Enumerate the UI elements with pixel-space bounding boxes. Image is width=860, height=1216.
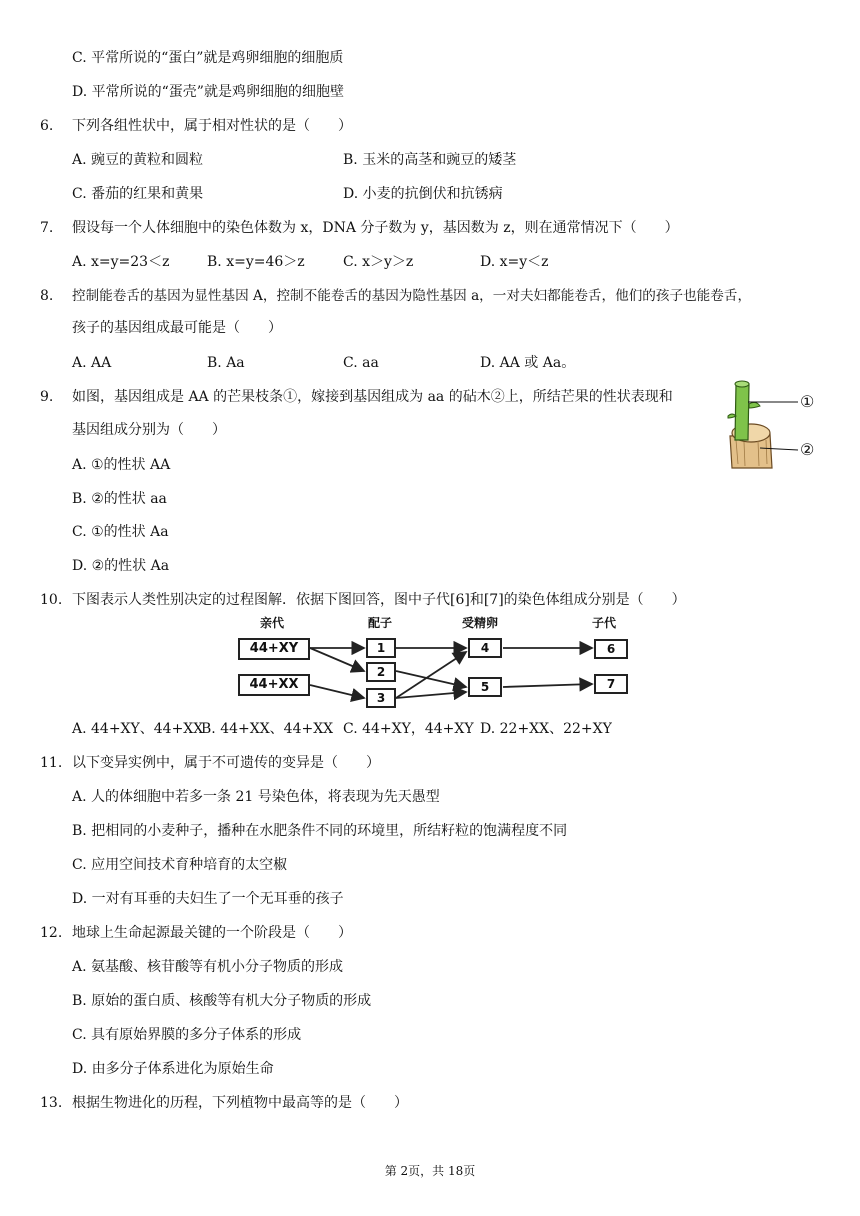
option-a: A. x=y=23＜z <box>72 254 170 270</box>
sex-determination-diagram <box>230 614 640 714</box>
question-number: 6. <box>40 118 54 134</box>
option-d: D. AA 或 Aa。 <box>480 355 576 371</box>
option-b: B. ②的性状 aa <box>72 491 167 507</box>
gamete-1: 1 <box>366 638 396 658</box>
gamete-2: 2 <box>366 662 396 682</box>
header-gamete: 配子 <box>368 616 393 630</box>
question-number: 7. <box>40 220 54 236</box>
header-parent: 亲代 <box>260 616 285 630</box>
question-stem-cont: 基因组成分别为（ ） <box>72 422 226 438</box>
option-b: B. 原始的蛋白质、核酸等有机大分子物质的形成 <box>72 993 372 1009</box>
option-d: D. 由多分子体系进化为原始生命 <box>72 1061 274 1077</box>
option-b: B. x=y=46＞z <box>207 254 305 270</box>
page-footer: 第 2页，共 18页 <box>384 1164 476 1178</box>
question-number: 10. <box>40 592 63 608</box>
question-stem-cont: 孩子的基因组成最可能是（ ） <box>72 320 282 336</box>
option-d: D. 22+XX、22+XY <box>480 721 612 737</box>
grafting-figure <box>722 378 826 470</box>
option-b: B. Aa <box>207 355 245 371</box>
option-b: B. 玉米的高茎和豌豆的矮茎 <box>343 152 517 168</box>
header-zygote: 受精卵 <box>462 616 499 630</box>
option-d: D. 一对有耳垂的夫妇生了一个无耳垂的孩子 <box>72 891 344 907</box>
parent-mother: 44+XX <box>238 674 310 696</box>
option-b: B. 把相同的小麦种子，播种在水肥条件不同的环境里，所结籽粒的饱满程度不同 <box>72 823 568 839</box>
gamete-3: 3 <box>366 688 396 708</box>
option-a: A. AA <box>72 355 112 371</box>
header-child: 子代 <box>592 616 617 630</box>
zygote-5: 5 <box>468 677 502 697</box>
parent-father: 44+XY <box>238 638 310 660</box>
question-stem: 地球上生命起源最关键的一个阶段是（ ） <box>72 925 352 941</box>
option-d: D. x=y＜z <box>480 254 549 270</box>
question-stem: 下图表示人类性别决定的过程图解．依据下图回答，图中子代[6]和[7]的染色体组成分别是（ ） <box>72 592 686 608</box>
option-b: B. 44+XX、44+XX <box>201 721 334 737</box>
question-number: 13. <box>40 1095 63 1111</box>
option-c: C. 应用空间技术育种培育的太空椒 <box>72 857 288 873</box>
zygote-4: 4 <box>468 638 502 658</box>
question-stem: 控制能卷舌的基因为显性基因 A，控制不能卷舌的基因为隐性基因 a，一对夫妇都能卷舌，他们的孩子也能卷舌， <box>72 288 752 304</box>
question-number: 12. <box>40 925 63 941</box>
option-c: C. 44+XY，44+XY <box>343 721 474 737</box>
option-c: C. 番茄的红果和黄果 <box>72 186 204 202</box>
question-stem: 假设每一个人体细胞中的染色体数为 x，DNA 分子数为 y，基因数为 z，则在通常情况下（ ） <box>72 220 679 236</box>
option-c: C. ①的性状 Aa <box>72 524 169 540</box>
option-a: A. ①的性状 AA <box>72 457 171 473</box>
option-c: C. 具有原始界膜的多分子体系的形成 <box>72 1027 302 1043</box>
question-number: 8. <box>40 288 54 304</box>
option-a: A. 44+XY、44+XX <box>72 721 204 737</box>
question-stem: 根据生物进化的历程，下列植物中最高等的是（ ） <box>72 1095 408 1111</box>
option-d: D. ②的性状 Aa <box>72 558 170 574</box>
option-c: C. x＞y＞z <box>343 254 414 270</box>
option-d: D. 平常所说的“蛋壳”就是鸡卵细胞的细胞壁 <box>72 84 344 100</box>
diagram-arrows <box>230 614 640 714</box>
option-a: A. 氨基酸、核苷酸等有机小分子物质的形成 <box>72 959 344 975</box>
option-c: C. aa <box>343 355 379 371</box>
child-7: 7 <box>594 674 628 694</box>
label-scion: ① <box>800 392 815 411</box>
child-6: 6 <box>594 639 628 659</box>
option-c: C. 平常所说的“蛋白”就是鸡卵细胞的细胞质 <box>72 50 344 66</box>
option-d: D. 小麦的抗倒伏和抗锈病 <box>343 186 503 202</box>
question-stem: 以下变异实例中，属于不可遗传的变异是（ ） <box>72 755 380 771</box>
option-a: A. 豌豆的黄粒和圆粒 <box>72 152 204 168</box>
question-stem: 如图，基因组成是 AA 的芒果枝条①，嫁接到基因组成为 aa 的砧木②上，所结芒果的性状表现和 <box>72 389 673 405</box>
question-stem: 下列各组性状中，属于相对性状的是（ ） <box>72 118 352 134</box>
question-number: 9. <box>40 389 54 405</box>
question-number: 11. <box>40 755 63 771</box>
label-rootstock: ② <box>800 440 815 459</box>
option-a: A. 人的体细胞中若多一条 21 号染色体，将表现为先天愚型 <box>72 789 440 805</box>
